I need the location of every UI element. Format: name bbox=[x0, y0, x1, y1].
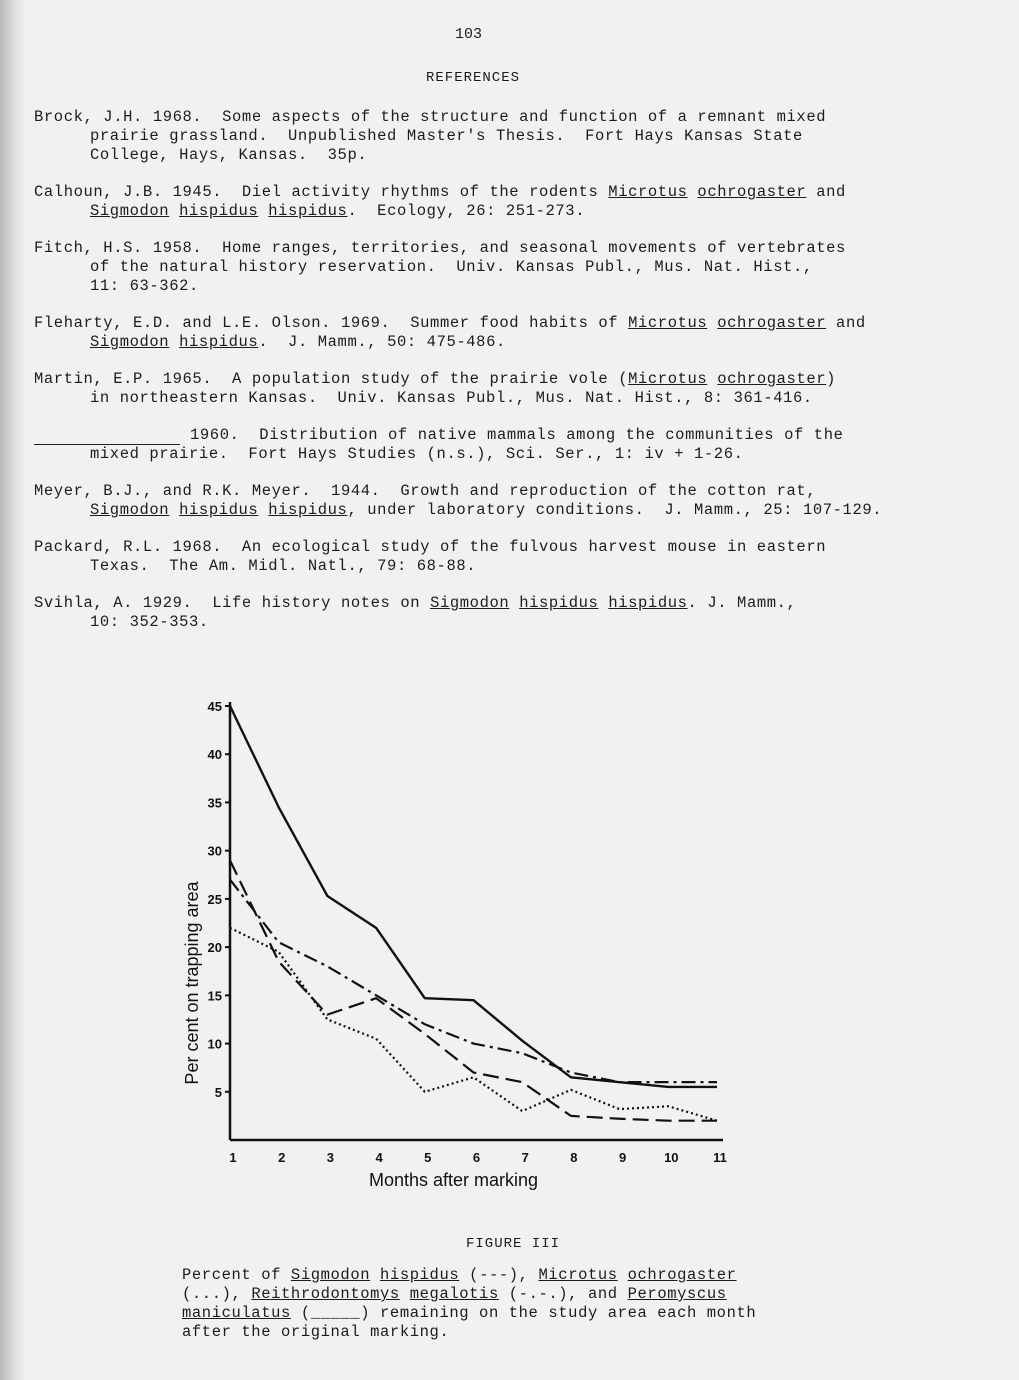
reference-line bbox=[34, 538, 994, 557]
italic-taxon-text: ochrogaster bbox=[697, 183, 807, 201]
text-segment: ) bbox=[826, 370, 837, 388]
references-list bbox=[34, 108, 994, 650]
reference-entry bbox=[34, 108, 994, 165]
text-segment bbox=[258, 202, 268, 220]
caption-line bbox=[182, 1304, 882, 1323]
x-tick-label: 10 bbox=[664, 1150, 679, 1165]
text-segment bbox=[618, 1266, 628, 1284]
same-author-dash bbox=[34, 432, 180, 445]
text-segment bbox=[598, 594, 608, 612]
text-segment bbox=[509, 594, 519, 612]
italic-taxon-text: hispidus bbox=[179, 202, 259, 220]
reference-line bbox=[34, 314, 994, 333]
text-segment: Fleharty, E.D. and L.E. Olson. 1969. Summer food habits of bbox=[34, 314, 629, 332]
text-segment bbox=[688, 183, 698, 201]
x-tick-label: 6 bbox=[472, 1150, 481, 1165]
reference-line bbox=[34, 370, 994, 389]
italic-taxon-text: Microtus bbox=[628, 370, 708, 388]
y-tick-label: 30 bbox=[207, 843, 222, 859]
x-axis-label: Months after marking bbox=[368, 1170, 539, 1190]
text-segment: and bbox=[826, 314, 866, 332]
reference-line bbox=[34, 445, 994, 464]
survival-line-chart bbox=[180, 690, 760, 1210]
text-segment bbox=[370, 1266, 380, 1284]
reference-line bbox=[34, 258, 994, 277]
reference-entry bbox=[34, 426, 994, 464]
text-segment: (...), bbox=[182, 1285, 252, 1303]
italic-taxon-text: Sigmodon bbox=[290, 1266, 371, 1284]
text-segment: Texas. The Am. Midl. Natl., 79: 68-88. bbox=[90, 557, 477, 575]
text-segment: Svihla, A. 1929. Life history notes on bbox=[34, 594, 431, 612]
page-number: 103 bbox=[455, 26, 483, 43]
y-axis-label: Per cent on trapping area bbox=[182, 881, 202, 1085]
reference-line bbox=[34, 108, 994, 127]
text-segment: (-.-.), and bbox=[498, 1285, 628, 1303]
text-segment: . Ecology, 26: 251-273. bbox=[347, 202, 586, 220]
text-segment bbox=[707, 370, 717, 388]
x-axis-ticks bbox=[229, 1150, 726, 1165]
text-segment: of the natural history reservation. Univ. Kansas Publ., Mus. Nat. Hist., bbox=[90, 258, 813, 276]
text-segment: Percent of bbox=[182, 1266, 291, 1284]
x-tick-label: 9 bbox=[618, 1150, 627, 1165]
reference-line bbox=[34, 202, 994, 221]
y-tick-label: 45 bbox=[207, 699, 222, 714]
italic-taxon-text: ochrogaster bbox=[717, 314, 827, 332]
reference-entry bbox=[34, 482, 994, 520]
italic-taxon-text: Sigmodon bbox=[430, 594, 510, 612]
reference-line bbox=[34, 426, 994, 445]
reference-line bbox=[34, 613, 994, 632]
reference-line bbox=[34, 482, 994, 501]
text-segment: (_____) remaining on the study area each month bbox=[290, 1304, 757, 1322]
reference-entry bbox=[34, 538, 994, 576]
italic-taxon-text: hispidus bbox=[179, 333, 259, 351]
y-tick-label: 15 bbox=[207, 988, 222, 1004]
series-line bbox=[230, 928, 717, 1121]
caption-line bbox=[182, 1285, 882, 1304]
text-segment: Brock, J.H. 1968. Some aspects of the structure and function of a remnant mixed bbox=[34, 108, 827, 126]
text-segment: Packard, R.L. 1968. An ecological study of the fulvous harvest mouse in eastern bbox=[34, 538, 827, 556]
reference-entry bbox=[34, 370, 994, 408]
series-line bbox=[230, 706, 717, 1087]
italic-taxon-text: Sigmodon bbox=[90, 333, 170, 351]
chart-axes bbox=[230, 702, 723, 1140]
reference-line bbox=[34, 183, 994, 202]
chart-series bbox=[230, 706, 717, 1121]
text-segment bbox=[258, 501, 268, 519]
italic-taxon-text: hispidus bbox=[179, 501, 259, 519]
series-line bbox=[230, 880, 717, 1083]
italic-taxon-text: Microtus bbox=[608, 183, 688, 201]
page-edge-shadow bbox=[0, 0, 26, 1380]
italic-taxon-text: megalotis bbox=[409, 1285, 499, 1303]
italic-taxon-text: hispidus bbox=[268, 501, 348, 519]
reference-line bbox=[34, 146, 994, 165]
reference-line bbox=[34, 389, 994, 408]
text-segment: Martin, E.P. 1965. A population study of the prairie vole ( bbox=[34, 370, 629, 388]
figure-label: FIGURE III bbox=[466, 1236, 561, 1252]
x-tick-label: 7 bbox=[521, 1150, 529, 1165]
y-tick-label: 20 bbox=[207, 940, 222, 956]
reference-entry bbox=[34, 594, 994, 632]
x-tick-label: 2 bbox=[278, 1150, 286, 1165]
reference-line bbox=[34, 277, 994, 296]
reference-line bbox=[34, 239, 994, 258]
text-segment: 11: 63-362. bbox=[90, 277, 199, 295]
caption-line bbox=[182, 1323, 882, 1342]
reference-line bbox=[34, 333, 994, 352]
italic-taxon-text: ochrogaster bbox=[627, 1266, 737, 1284]
x-tick-label: 5 bbox=[424, 1150, 432, 1165]
y-tick-label: 40 bbox=[207, 747, 222, 763]
references-heading: REFERENCES bbox=[426, 70, 521, 86]
italic-taxon-text: hispidus bbox=[608, 594, 688, 612]
text-segment: Meyer, B.J., and R.K. Meyer. 1944. Growth and reproduction of the cotton rat, bbox=[34, 482, 817, 500]
italic-taxon-text: Reithrodontomys bbox=[251, 1285, 400, 1303]
text-segment: , under laboratory conditions. J. Mamm., 25: 107-129. bbox=[347, 501, 883, 519]
italic-taxon-text: Sigmodon bbox=[90, 202, 170, 220]
text-segment: Calhoun, J.B. 1945. Diel activity rhythms of the rodents bbox=[34, 183, 609, 201]
figure-caption bbox=[182, 1266, 882, 1342]
caption-line bbox=[182, 1266, 882, 1285]
text-segment bbox=[169, 333, 179, 351]
text-segment: 1960. Distribution of native mammals among the communities of the bbox=[190, 426, 844, 444]
x-tick-label: 3 bbox=[326, 1150, 335, 1165]
text-segment: prairie grassland. Unpublished Master's Thesis. Fort Hays Kansas State bbox=[90, 127, 803, 145]
reference-line bbox=[34, 557, 994, 576]
italic-taxon-text: hispidus bbox=[380, 1266, 460, 1284]
x-tick-label: 11 bbox=[713, 1150, 727, 1165]
text-segment: (---), bbox=[459, 1266, 539, 1284]
reference-line bbox=[34, 127, 994, 146]
italic-taxon-text: Microtus bbox=[628, 314, 708, 332]
italic-taxon-text: maniculatus bbox=[182, 1304, 291, 1322]
y-tick-label: 25 bbox=[207, 891, 222, 907]
text-segment: College, Hays, Kansas. 35p. bbox=[90, 146, 368, 164]
text-segment: . J. Mamm., bbox=[687, 594, 797, 612]
reference-entry bbox=[34, 183, 994, 221]
text-segment: 10: 352-353. bbox=[90, 613, 209, 631]
italic-taxon-text: hispidus bbox=[268, 202, 348, 220]
x-tick-label: 1 bbox=[229, 1150, 237, 1165]
text-segment bbox=[707, 314, 717, 332]
text-segment: and bbox=[806, 183, 846, 201]
reference-entry bbox=[34, 239, 994, 296]
y-tick-label: 35 bbox=[207, 795, 222, 811]
text-segment: Fitch, H.S. 1958. Home ranges, territories, and seasonal movements of vertebrates bbox=[34, 239, 846, 257]
italic-taxon-text: Microtus bbox=[538, 1266, 618, 1284]
italic-taxon-text: Peromyscus bbox=[627, 1285, 727, 1303]
italic-taxon-text: hispidus bbox=[519, 594, 599, 612]
reference-entry bbox=[34, 314, 994, 352]
x-tick-label: 4 bbox=[375, 1150, 383, 1165]
text-segment bbox=[169, 202, 179, 220]
text-segment: in northeastern Kansas. Univ. Kansas Publ., Mus. Nat. Hist., 8: 361-416. bbox=[90, 389, 813, 407]
text-segment bbox=[169, 501, 179, 519]
y-tick-label: 5 bbox=[214, 1084, 222, 1100]
text-segment: after the original marking. bbox=[182, 1323, 450, 1341]
italic-taxon-text: Sigmodon bbox=[90, 501, 170, 519]
italic-taxon-text: ochrogaster bbox=[717, 370, 827, 388]
reference-line bbox=[34, 594, 994, 613]
x-tick-label: 8 bbox=[570, 1150, 578, 1165]
series-line bbox=[230, 860, 717, 1120]
text-segment: . J. Mamm., 50: 475-486. bbox=[258, 333, 506, 351]
text-segment bbox=[400, 1285, 410, 1303]
text-segment: mixed prairie. Fort Hays Studies (n.s.), Sci. Ser., 1: iv + 1-26. bbox=[90, 445, 744, 463]
reference-line bbox=[34, 501, 994, 520]
y-axis-ticks bbox=[208, 699, 230, 1100]
y-tick-label: 10 bbox=[207, 1036, 222, 1052]
